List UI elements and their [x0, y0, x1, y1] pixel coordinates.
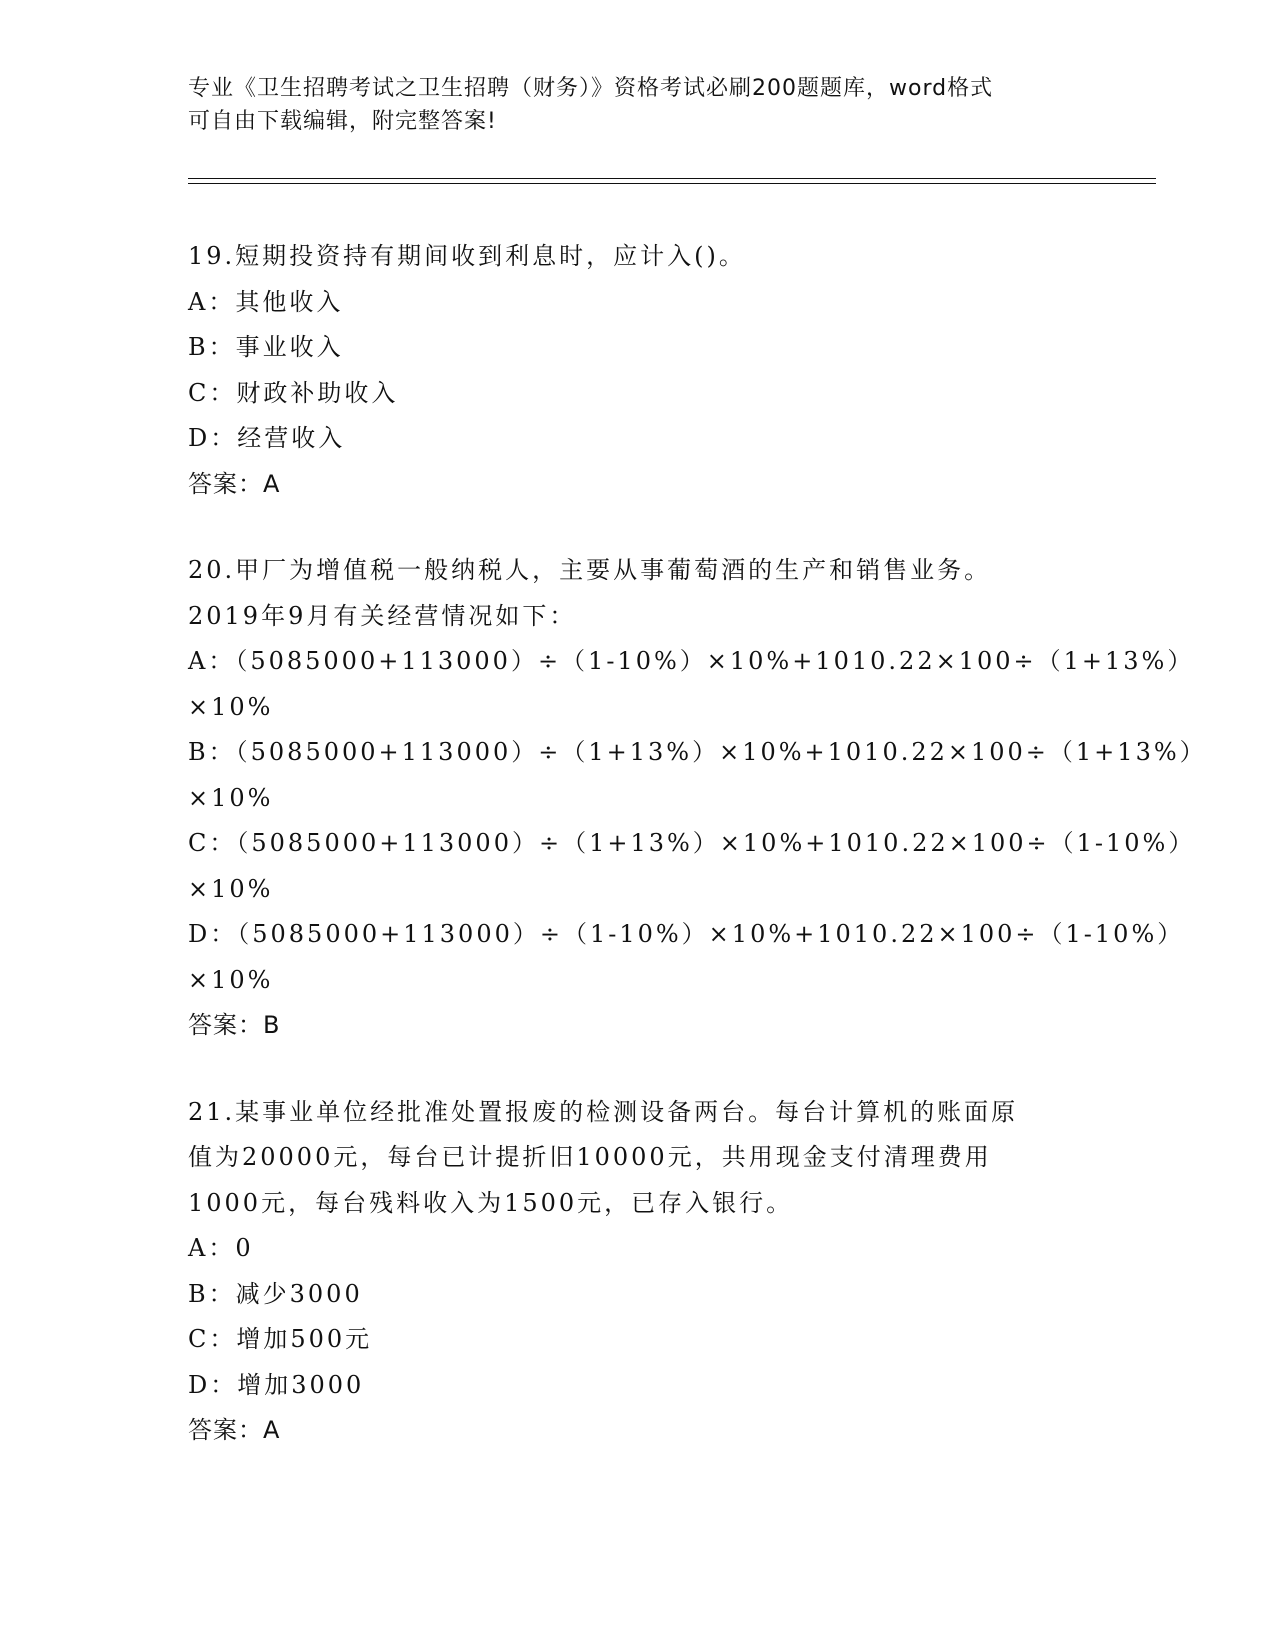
header-divider-top [188, 178, 1156, 179]
option-c-continued: ×10% [188, 874, 274, 903]
question-stem-continued: 1000元，每台残料收入为1500元，已存入银行。 [188, 1188, 794, 1217]
option-a: A：（5085000+113000）÷（1-10%）×10%+1010.22×100÷（1+13%） [188, 647, 1195, 675]
option-c: C：增加500元 [188, 1325, 373, 1353]
question-21 [188, 1090, 1108, 1454]
option-c: C：财政补助收入 [188, 378, 399, 407]
option-a: A：0 [188, 1234, 254, 1262]
question-stem: 21.某事业单位经批准处置报废的检测设备两台。每台计算机的账面原 [188, 1097, 1019, 1126]
question-stem: 19.短期投资持有期间收到利息时，应计入()。 [188, 242, 746, 270]
option-b: B：事业收入 [188, 333, 344, 361]
question-19 [188, 234, 1108, 507]
header-divider-bottom [188, 183, 1156, 184]
option-d: D：（5085000+113000）÷（1-10%）×10%+1010.22×100÷（1-10%） [188, 920, 1185, 948]
option-a: A：其他收入 [188, 287, 344, 316]
option-b-continued: ×10% [188, 783, 274, 812]
option-d-continued: ×10% [188, 965, 274, 994]
question-stem-continued: 值为20000元，每台已计提折旧10000元，共用现金支付清理费用 [188, 1143, 992, 1171]
question-stem: 20.甲厂为增值税一般纳税人，主要从事葡萄酒的生产和销售业务。 [188, 556, 992, 584]
option-b: B：减少3000 [188, 1279, 363, 1308]
question-stem-continued: 2019年9月有关经营情况如下： [188, 601, 577, 630]
header-line-2: 可自由下载编辑，附完整答案! [188, 109, 497, 134]
answer: 答案：A [188, 469, 281, 498]
option-d: D：经营收入 [188, 424, 346, 452]
answer: 答案：B [188, 1011, 281, 1039]
option-d: D：增加3000 [188, 1370, 365, 1399]
option-c: C：（5085000+113000）÷（1+13%）×10%+1010.22×100÷（1-10%） [188, 829, 1196, 857]
option-b: B：（5085000+113000）÷（1+13%）×10%+1010.22×100÷（1+13%） [188, 738, 1207, 766]
option-a-continued: ×10% [188, 692, 274, 721]
question-list [188, 234, 1207, 1454]
header-line-1: 专业《卫生招聘考试之卫生招聘（财务）》资格考试必刷200题题库，word格式 [188, 76, 994, 101]
answer: 答案：A [188, 1416, 281, 1444]
document-header [188, 72, 1068, 138]
question-20 [188, 548, 1207, 1049]
